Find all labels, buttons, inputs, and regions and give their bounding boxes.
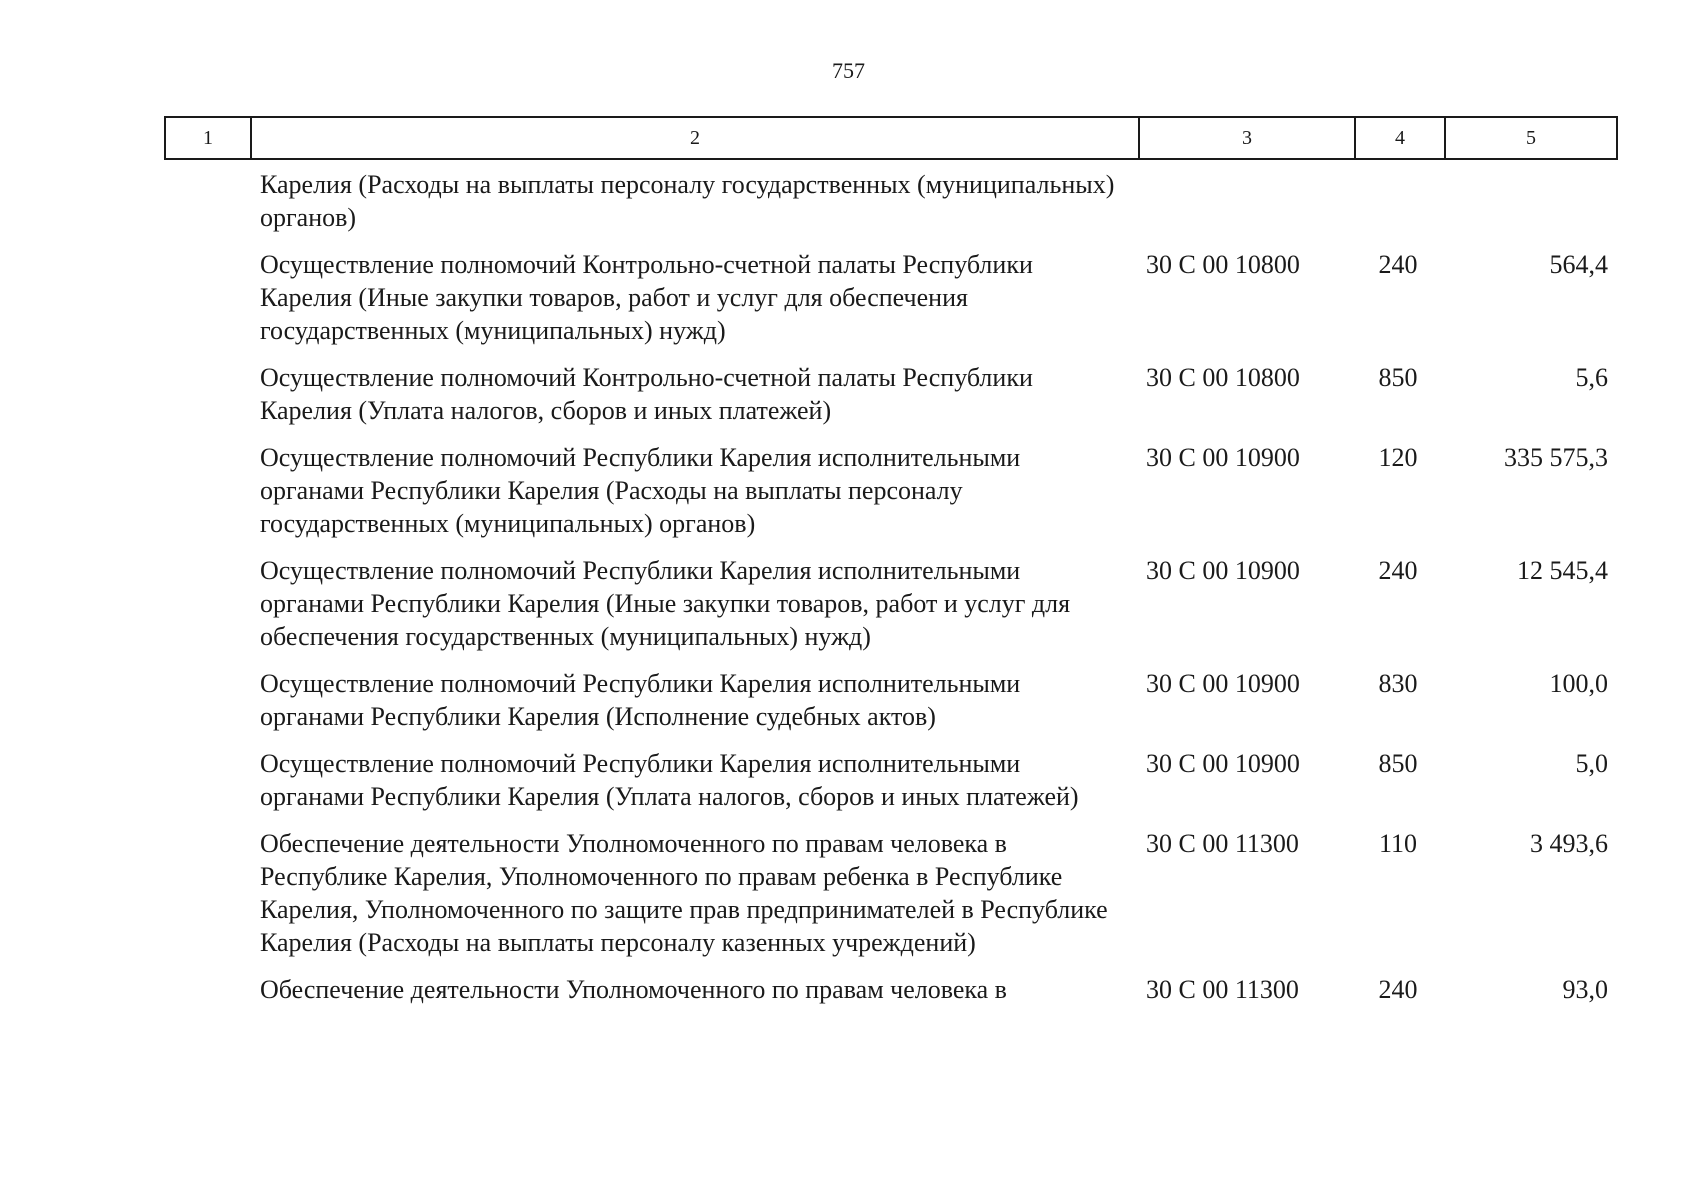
table-row <box>0 168 1697 234</box>
amount: 93,0 <box>1562 975 1608 1004</box>
table-row <box>0 973 1697 1006</box>
amount: 100,0 <box>1549 669 1608 698</box>
amount: 12 545,4 <box>1517 556 1608 585</box>
target-article-code: 30 С 00 10900 <box>1146 669 1300 698</box>
column-header-1: 1 <box>165 117 251 159</box>
expense-type-code: 240 <box>1378 250 1418 279</box>
expense-description: Осуществление полномочий Республики Карелия исполнительными органами Республики Карелия (Иные закупки товаров, работ и услуг для обеспечения государственных (муниципальных) нужд) <box>260 556 1071 651</box>
column-header-3: 3 <box>1139 117 1355 159</box>
expense-type-code: 120 <box>1378 443 1418 472</box>
expense-description: Осуществление полномочий Контрольно-счетной палаты Республики Карелия (Уплата налогов, сборов и иных платежей) <box>260 363 1033 425</box>
table-row <box>0 827 1697 959</box>
expense-description: Осуществление полномочий Республики Карелия исполнительными органами Республики Карелия (Уплата налогов, сборов и иных платежей) <box>260 749 1079 811</box>
table-row <box>0 248 1697 347</box>
amount: 335 575,3 <box>1504 443 1608 472</box>
expense-type-code: 110 <box>1378 829 1418 858</box>
budget-table-body <box>0 168 1697 1020</box>
expense-type-code: 240 <box>1378 975 1418 1004</box>
column-header-table <box>164 116 1618 160</box>
expense-type-code: 240 <box>1378 556 1418 585</box>
target-article-code: 30 С 00 11300 <box>1146 829 1299 858</box>
target-article-code: 30 С 00 10900 <box>1146 749 1300 778</box>
expense-type-code: 850 <box>1378 363 1418 392</box>
expense-description: Осуществление полномочий Контрольно-счетной палаты Республики Карелия (Иные закупки товаров, работ и услуг для обеспечения государственных (муниципальных) нужд) <box>260 250 1033 345</box>
expense-description: Карелия (Расходы на выплаты персоналу государственных (муниципальных) органов) <box>260 170 1115 232</box>
target-article-code: 30 С 00 10800 <box>1146 363 1300 392</box>
table-row <box>0 747 1697 813</box>
column-header-2: 2 <box>251 117 1139 159</box>
amount: 3 493,6 <box>1530 829 1608 858</box>
table-row <box>0 441 1697 540</box>
expense-type-code: 850 <box>1378 749 1418 778</box>
target-article-code: 30 С 00 10800 <box>1146 250 1300 279</box>
column-header-row <box>165 117 1617 159</box>
target-article-code: 30 С 00 11300 <box>1146 975 1299 1004</box>
column-header-4: 4 <box>1355 117 1445 159</box>
amount: 5,6 <box>1575 363 1608 392</box>
expense-description: Обеспечение деятельности Уполномоченного по правам человека в <box>260 975 1007 1004</box>
target-article-code: 30 С 00 10900 <box>1146 443 1300 472</box>
amount: 564,4 <box>1549 250 1608 279</box>
table-row <box>0 667 1697 733</box>
column-header-5: 5 <box>1445 117 1617 159</box>
table-row <box>0 554 1697 653</box>
page-number: 757 <box>832 58 865 83</box>
amount: 5,0 <box>1575 749 1608 778</box>
expense-description: Осуществление полномочий Республики Карелия исполнительными органами Республики Карелия (Исполнение судебных актов) <box>260 669 1021 731</box>
table-row <box>0 361 1697 427</box>
target-article-code: 30 С 00 10900 <box>1146 556 1300 585</box>
expense-description: Обеспечение деятельности Уполномоченного по правам человека в Республике Карелия, Уполномоченного по правам ребенка в Республике Карелия, Уполномоченного по защите прав предпринимателей в Республике Карелия (Расходы на выплаты персоналу казенных учреждений) <box>260 829 1108 957</box>
expense-type-code: 830 <box>1378 669 1418 698</box>
expense-description: Осуществление полномочий Республики Карелия исполнительными органами Республики Карелия (Расходы на выплаты персоналу государственных (муниципальных) органов) <box>260 443 1021 538</box>
